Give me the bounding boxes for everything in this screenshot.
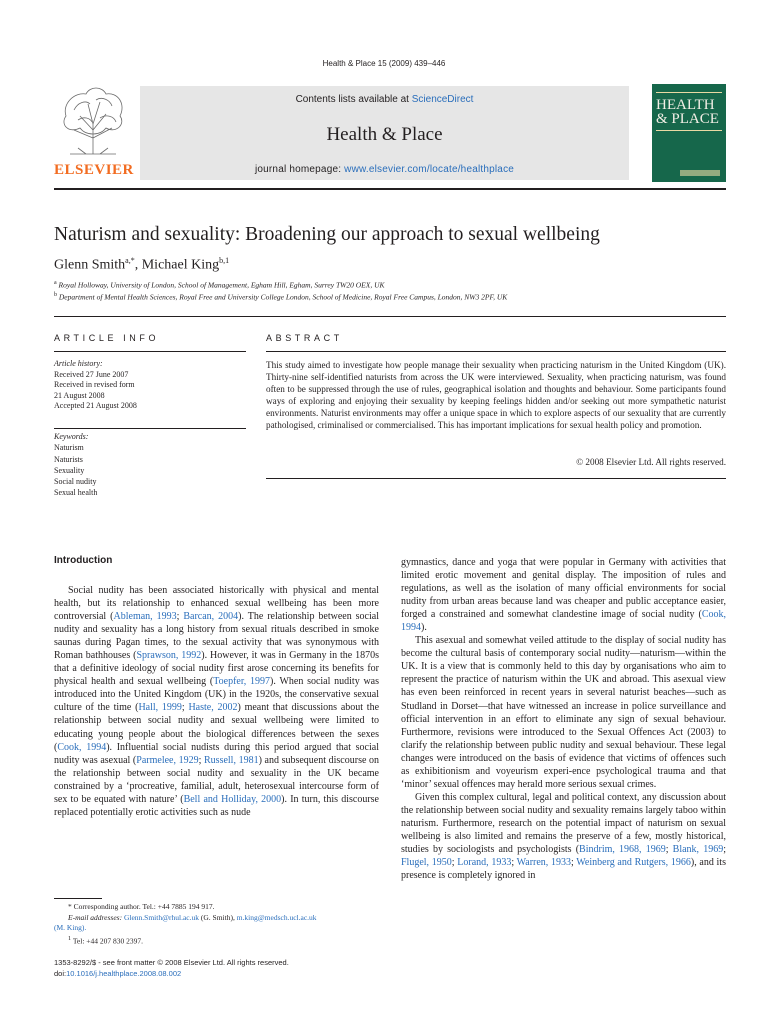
history-label: Article history: [54, 359, 103, 368]
section-heading-introduction: Introduction [54, 555, 113, 566]
article-history [54, 359, 246, 412]
history-line: Accepted 21 August 2008 [54, 401, 137, 411]
citation-link[interactable]: Ableman, 1993 [113, 611, 177, 623]
cover-title [656, 98, 719, 126]
affiliation-mark: b [54, 292, 57, 298]
citation-link[interactable]: Weinberg and Rutgers, 1966 [576, 857, 691, 869]
doi-prefix: doi: [54, 969, 67, 978]
footnote-email-owner [54, 923, 384, 934]
citation-link[interactable]: Flugel, 1950 [401, 857, 452, 869]
doi-link[interactable]: 10.1016/j.healthplace.2008.08.002 [66, 969, 182, 978]
journal-homepage-link[interactable]: www.elsevier.com/locate/healthplace [344, 164, 515, 175]
affiliation [54, 280, 734, 290]
affiliation-text: Royal Holloway, University of London, School of Management, Egham Hill, Egham, Surrey TW20 OEX, UK [58, 280, 385, 290]
keyword[interactable]: Social nudity [54, 477, 97, 487]
body-column-right: gymnastics, dance and yoga that were popular in Germany with activities that limited erotic movement and genital display. The imposition of rules and regulations, as well as the isolation of many official environments for social nudity from urban areas because land was cheaper and public acceptance easier, forged a constrained and somewhat clandestine image of social nudity (Cook, 1994). This asexual and somewhat veiled attitude to the display of social nudity has become the cultural basis of contemporary social nudity—naturism—within the UK. It is a view that is commonly held to this day by organisations who aim to represent the practice of naturism within the UK and abroad. This asexual view has even been reinforced in recent years in several naturist beaches—such as Studland in Dorset—that have witnessed an increase in police surveillance and official intervention in an effort to eliminate any sign of sexual behaviour. Furthermore, revisions were introduced to the Sexual Offences Act (2003) to clarify the relationship between public nudity and sexual behaviour. These legal changes were introduced on the basis of evidence that victims of offences such as exhibitionism and voyeurism experi-ence psychological trauma and that ‘minor’ sexual offences may herald more serious sexual crimes. Given this complex cultural, legal and political context, any discussion about the relationship between social nudity and sexuality remains largely taboo within naturism. Furthermore, research on the potential impact of naturism on sexual wellbeing is also limited and remains the preserve of a few, mostly historical, studies by sociologists and psychologists (Bindrim, 1968, 1969; Blank, 1969; Flugel, 1950; Lorand, 1933; Warren, 1933; Weinberg and Rutgers, 1966), and its presence is completely ignored in [401, 557, 727, 882]
citation-link[interactable]: Haste, 2002 [188, 702, 238, 714]
author-name[interactable]: Michael King [141, 257, 220, 273]
citation-link[interactable]: Hall, 1999 [138, 702, 182, 714]
homepage-line [140, 164, 629, 175]
section-divider [54, 428, 246, 429]
author-name[interactable]: Glenn Smith [54, 257, 126, 273]
copyright-line: © 2008 Elsevier Ltd. All rights reserved. [576, 457, 726, 467]
footnote-tel: $^1$ Tel: +44 207 830 2397. [68, 934, 144, 946]
citation-link[interactable]: Toepfer, 1997 [213, 676, 271, 688]
keyword[interactable]: Sexual health [54, 488, 98, 498]
cover-rule [656, 92, 722, 93]
article-title: Naturism and sexuality: Broadening our approach to sexual wellbeing [54, 224, 600, 245]
citation-link[interactable]: Sprawson, 1992 [136, 650, 202, 662]
citation-link[interactable]: Warren, 1933 [516, 857, 571, 869]
journal-title: Health & Place [326, 124, 443, 145]
journal-cover-thumbnail[interactable] [652, 84, 726, 182]
cover-rule [656, 130, 722, 131]
body-column-left: Social nudity has been associated historically with physical and mental health, but its relationship to enhanced sexual wellbeing has been more controversial (Ableman, 1993; Barcan, 2004). The relationship between social nudity and sexuality has a long history from sexual rituals described in smoke saunas during Pagan times, to the sexual activity that was synonymous with Roman bathhouses (Sprawson, 1992). However, it was in Germany in the 1870s that a definitive ideology of social nudity first arose concerning its benefits for physical health and sexual wellbeing (Toepfer, 1997). When social nudity was introduced into the United Kingdom (UK) in the 1920s, the conservative sexual culture of the time (Hall, 1999; Haste, 2002) meant that discussions about the relationship between social nudity and sexual wellbeing were limited to educating young people about the biological differences between the sexes (Cook, 1994). Influential social nudists during this period argued that social nudity was asexual (Parmelee, 1929; Russell, 1981) and subsequent discourse on the relationship between social nudity and sexuality in the UK became constrained by a ‘procreative, familial, adult, heterosexual intercourse form of sex to be equated with nature’ (Bell and Holliday, 2000). In turn, this discourse replaced potentially erotic activities such as nude [54, 585, 380, 818]
citation-link[interactable]: Lorand, 1933 [457, 857, 512, 869]
section-divider [266, 478, 726, 479]
cover-title-line-2: & PLACE [656, 111, 719, 127]
section-divider [54, 351, 246, 352]
footnotes [54, 902, 384, 947]
email-label: E-mail addresses: [68, 912, 123, 922]
footnote-corresponding: * Corresponding author. Tel.: +44 7885 194 917. [68, 902, 215, 911]
homepage-prefix: journal homepage: [254, 164, 345, 175]
citation-link[interactable]: Russell, 1981 [204, 754, 259, 766]
elsevier-logo[interactable] [54, 84, 132, 182]
citation-link[interactable]: Bindrim, 1968, 1969 [579, 844, 666, 856]
journal-info-box [140, 86, 629, 180]
contents-line [140, 94, 629, 105]
author-separator: , [134, 257, 142, 273]
citation-link[interactable]: Barcan, 2004 [183, 611, 239, 623]
keyword[interactable]: Naturism [54, 443, 84, 453]
abstract-heading: ABSTRACT [266, 333, 343, 343]
title-divider [54, 316, 726, 317]
doi-line [54, 968, 384, 979]
history-line: Received 27 June 2007 [54, 369, 129, 379]
cover-title-line-1: HEALTH [656, 97, 715, 113]
author-mark: a,* [125, 256, 135, 265]
affiliation-text: Department of Mental Health Sciences, Royal Free and University College London, School of Medicine, Royal Free Campus, London, NW3 2PF, UK [58, 292, 508, 302]
citation-link[interactable]: Parmelee, 1929 [136, 754, 199, 766]
article-info-heading: ARTICLE INFO [54, 333, 160, 343]
keywords-label: Keywords: [54, 432, 89, 441]
author-mark: b,1 [219, 256, 230, 265]
citation-link[interactable]: Cook, 1994 [401, 609, 726, 634]
journal-masthead [54, 84, 726, 182]
footnote-text: Tel: +44 207 830 2397. [72, 936, 144, 946]
masthead-divider [54, 188, 726, 190]
history-line: Received in revised form [54, 380, 135, 390]
email-link[interactable]: m.king@medsch.ucl.ac.uk [236, 912, 317, 922]
affiliation [54, 292, 734, 302]
elsevier-tree-icon [60, 86, 126, 156]
keywords [54, 431, 246, 499]
front-matter [54, 957, 384, 979]
cover-publisher-mark [680, 170, 720, 176]
citation-link[interactable]: Bell and Holliday, 2000 [183, 793, 282, 805]
author-list [54, 256, 229, 274]
publisher-wordmark: ELSEVIER [54, 162, 134, 178]
history-line: 21 August 2008 [54, 390, 105, 400]
email-owner: (G. Smith), [199, 912, 237, 922]
contents-prefix: Contents lists available at [295, 94, 412, 105]
keyword[interactable]: Sexuality [54, 465, 85, 475]
abstract-text: This study aimed to investigate how people manage their sexuality when practicing naturism in the United Kingdom (UK). Thirty-nine self-identified naturists from across the UK were interviewed. Sexuality, when practicing naturism, was found often to be suppressed through the use of rules, geographical isolation and thoughts and behaviour. Some participants found ways of exploring and enjoying their sexuality by keeping feelings hidden and/or seeking out more sympathetic naturist environments. Naturist environments may offer a unique space in which to explore aspects of our sexuality that are currently pathologised, criminalised or commercialised. This has important implications for sexual health policy and promotion. [266, 360, 726, 431]
issn-line: 1353-8292/$ - see front matter © 2008 Elsevier Ltd. All rights reserved. [54, 958, 289, 967]
running-head: Health & Place 15 (2009) 439–446 [322, 59, 446, 68]
citation-link[interactable]: Blank, 1969 [672, 844, 724, 856]
footnote-divider [54, 898, 102, 899]
section-divider [266, 351, 726, 352]
affiliation-mark: a [54, 280, 57, 286]
email-link[interactable]: Glenn.Smith@rhul.ac.uk [123, 912, 199, 922]
footnote-text: Corresponding author. Tel.: +44 7885 194 917. [73, 902, 215, 911]
citation-link[interactable]: Cook, 1994 [57, 741, 107, 753]
email-owner: (M. King). [54, 923, 87, 933]
footnote-emails [54, 913, 384, 924]
sciencedirect-link[interactable]: ScienceDirect [411, 94, 474, 105]
keyword[interactable]: Naturists [54, 454, 83, 464]
